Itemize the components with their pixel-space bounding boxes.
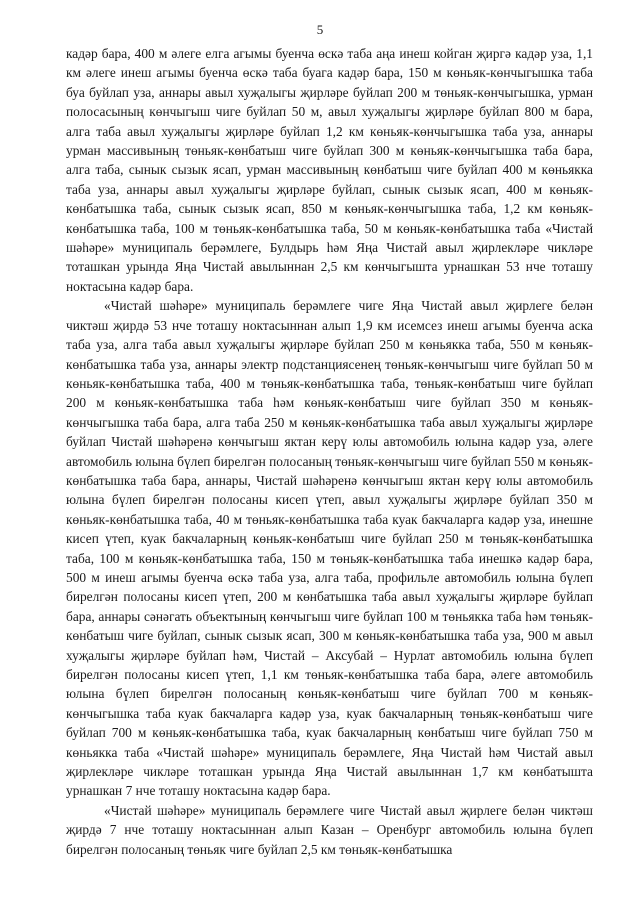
page-number: 5 — [316, 22, 324, 37]
document-body — [66, 44, 593, 859]
paragraph-boundary-yana-chistay: «Чистай шәһәре» муниципаль берәмлеге чиге Яңа Чистай авыл җирлеге белән чиктәш җирдә 53 нче тоташу ноктасыннан алып 1,9 км исемсез инеш агымы буенча аска таба уза, алга таба авыл хуҗалыгы җирләре буйлап 250 м көньякка таба, 550 м көньяк-көнбатышка таба уза, аннары электр подстанциясенең төньяк-көнчыгыш чиге буйлап 50 м көньяк-көнбатышка таба, 400 м төньяк-көнбатышка таба, төньяк-көнбатыш чиге буйлап 200 м көньяк-көнбатышка таба һәм көньяк-көнбатыш чиге буйлап 350 м көньяк-көнчыгышка таба бара, алга таба 250 м көньяк-көнбатышка таба авыл хуҗалыгы җирләре буйлап Чистай шәһәренә көнчыгыш яктан керү юлы автомобиль юлына кадәр уза, әлеге автомобиль юлына бүлеп бирелгән полосаның төньяк-көнчыгыш чиге буйлап 550 м көньяк-көнбатышка таба бара, аннары, Чистай шәһәренә көнчыгыш яктан керү юлы автомобиль юлына бүлеп бирелгән полосаны кисеп үтеп, авыл хуҗалыгы җирләре буйлап 350 м көньяк-көнбатышка таба, 40 м төньяк-көнбатышка таба куак бакчаларга кадәр уза, инешне кисеп үтеп, куак бакчаларның көньяк-көнбатыш чиге буйлап 250 м төньяк-көнбатышка таба, 100 м көньяк-көнбатышка таба, 150 м төньяк-көнбатышка таба инешкә кадәр бара, 500 м инеш агымы буенча өскә таба уза, алга таба, профильле автомобиль юлына бүлеп бирелгән полосаны кисеп үтеп, 200 м көнбатышка таба авыл хуҗалыгы җирләре буйлап бара, аннары сәнәгать объектының көнчыгыш чиге буйлап 100 м төньякка таба һәм төньяк-көнбатыш чиге буйлап, сынык сызык ясап, 300 м көньяк-көнбатышка таба уза, 900 м авыл хуҗалыгы җирләре буйлап һәм, Чистай – Аксубай – Нурлат автомобиль юлына бүлеп бирелгән полосаны кисеп үтеп, 1,1 км төньяк-көнбатышка таба бара, әлеге автомобиль юлына бүлеп бирелгән полосаның көньяк-көнбатыш чиге буйлап 700 м көньяк-көнчыгышка таба куак бакчаларга кадәр уза, куак бакчаларның төньяк-көнбатыш чиге буйлап 700 м көньяк-көнбатышка таба, куак бакчаларның көнбатыш чиге буйлап 750 м көньякка таба «Чистай шәһәре» муниципаль берәмлеге, Яңа Чистай һәм Чистай авыл җирлекләре чикләре тоташкан урында Яңа Чистай авылыннан 1,7 км көнбатышта урнашкан 7 нче тоташу ноктасына кадәр бара. — [66, 298, 593, 799]
paragraph-boundary-chistay-rural: «Чистай шәһәре» муниципаль берәмлеге чиге Чистай авыл җирлеге белән чиктәш җирдә 7 нче тоташу ноктасыннан алып Казан – Оренбург автомобиль юлына бүлеп бирелгән полосаның төньяк чиге буйлап 2,5 км төньяк-көнбатышка — [66, 802, 593, 857]
paragraph-boundary-continuation: кадәр бара, 400 м әлеге елга агымы буенча өскә таба аңа инеш койган җиргә кадәр уза, 1,1 км әлеге инеш агымы буенча өскә таба буага кадәр бара, 150 м көньяк-көнчыгышка таба буа буйлап уза, аннары авыл хуҗалыгы җирләре буйлап 200 м төньяк-көнчыгышка, урман полосасының көнчыгыш чиге буйлап 50 м, авыл хуҗалыгы җирләре буйлап 800 м бара, алга таба авыл хуҗалыгы җирләре буйлап 1,2 км көньяк-көнчыгышка таба уза, аннары урман массивының төньяк-көнбатыш чиге буйлап 300 м көньяк-көнчыгышка таба бара, алга таба, сынык сызык ясап, урман массивының көнбатыш чиге буйлап 400 м көньякка таба уза, аннары авыл хуҗалыгы җирләре буйлап, сынык сызык ясап, 400 м көньяк-көнбатышка таба, сынык сызык ясап, 850 м көньяк-көнчыгышка таба, 1,2 км көньяк-көнбатышка таба, 100 м төньяк-көнбатышка таба, 50 м көньяк-көнбатышка таба «Чистай шәһәре» муниципаль берәмлеге, Булдырь һәм Яңа Чистай авыл җирлекләре чикләре тоташкан урында Яңа Чистай авылыннан 2,5 км көнчыгышта урнашкан 53 нче тоташу ноктасына кадәр бара. — [66, 46, 593, 294]
